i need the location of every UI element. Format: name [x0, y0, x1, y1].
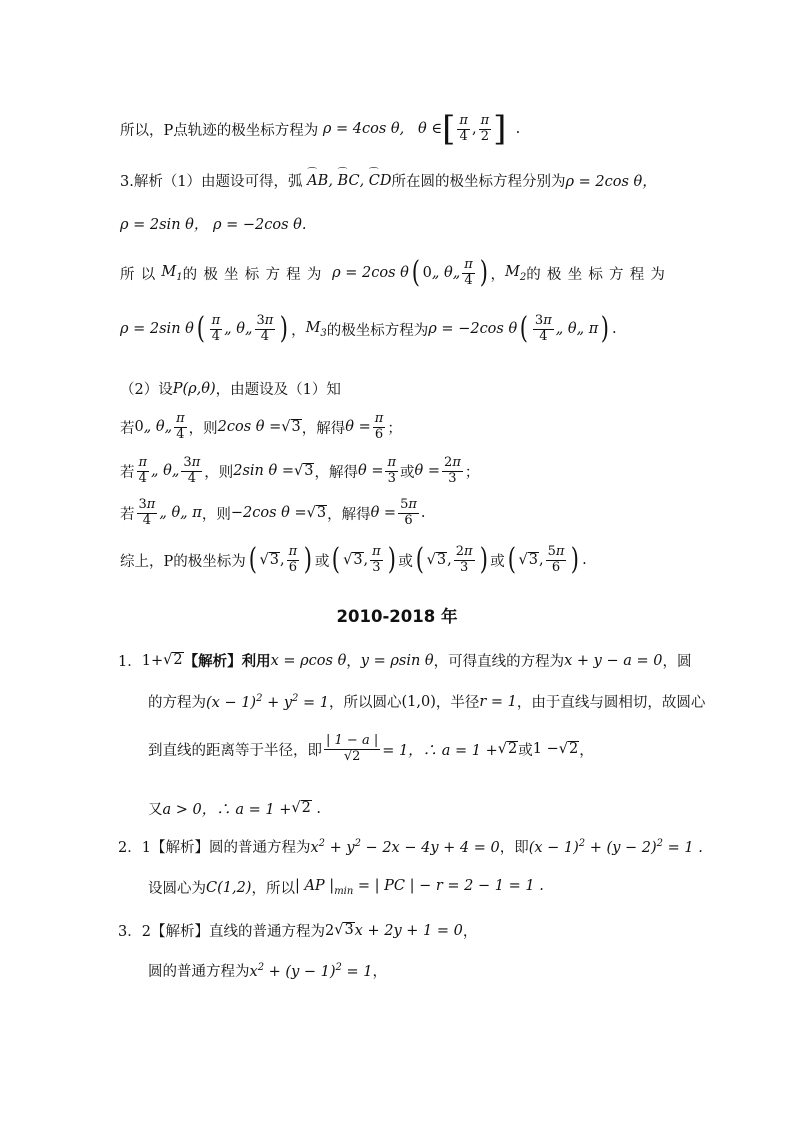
line-sol1	[118, 650, 691, 671]
line-case-2	[120, 456, 479, 487]
text: ，可得直线的方程为	[433, 654, 565, 670]
line-sol2	[118, 836, 703, 857]
text: 圆的普通方程为	[148, 964, 250, 980]
text: 2．1【解析】圆的普通方程为	[118, 840, 311, 856]
text: ，则	[201, 506, 231, 523]
paren: (	[196, 311, 205, 347]
formula: y = ρsin θ	[360, 652, 434, 669]
paren: (	[519, 311, 529, 347]
fraction: $\frac{\pi}{3}$	[372, 544, 381, 575]
sqrt: √ 2	[163, 652, 183, 669]
fraction: $\frac{5\pi}{6}$	[547, 544, 565, 575]
formula: „ θ„ π	[159, 505, 202, 522]
comma: ，	[372, 964, 387, 980]
paren: )	[571, 542, 580, 578]
text: 的方程为	[148, 695, 206, 711]
fraction: $\frac{2\pi}{3}$	[444, 455, 461, 486]
fraction: $\frac{\pi}{2}$	[480, 112, 490, 144]
fraction: $\frac{\pi}{4}$	[176, 411, 185, 442]
text: 1．	[118, 654, 142, 670]
line-sol1b	[148, 691, 705, 712]
line-solution-3	[120, 170, 657, 191]
text: 的极坐标方程为	[182, 266, 328, 283]
formula: θ =	[345, 419, 371, 436]
text: 【解析】利用	[183, 653, 271, 670]
paren: )	[479, 542, 488, 578]
line-sol1d	[148, 798, 321, 819]
fraction: $\frac{| 1 - a |}{√2}$	[326, 733, 379, 764]
formula: x = ρcos θ	[270, 652, 347, 669]
comma: ，	[490, 266, 505, 283]
formula: „ θ„	[224, 321, 253, 338]
fraction: $\frac{3\pi}{4}$	[138, 497, 156, 528]
sqrt: √ 3	[294, 462, 314, 479]
formula: ρ = 2cos θ	[327, 265, 409, 282]
formula: x + y − a = 0	[564, 652, 663, 669]
text: 若	[120, 420, 135, 437]
period: .	[420, 505, 426, 522]
fraction: $\frac{3\pi}{4}$	[534, 313, 552, 344]
formula: „ θ„	[151, 463, 180, 480]
fraction: $\frac{\pi}{6}$	[374, 411, 384, 442]
fraction: $\frac{\pi}{4}$	[464, 257, 473, 288]
comma: ，	[579, 742, 594, 759]
line-sol1c	[148, 734, 594, 765]
formula: 1 −	[532, 741, 559, 758]
formula: | AP $|_{min}$ = | PC | − r = 2 − 1 = 1 .	[294, 878, 544, 897]
formula: C(1,2)	[206, 879, 252, 896]
line-sol2b	[148, 877, 544, 898]
text: 的极坐标方程为	[526, 266, 672, 283]
line-sol3b	[148, 960, 387, 981]
text: 又	[148, 802, 163, 818]
text: 所以，P点轨迹的极坐标方程为	[120, 122, 319, 139]
fraction: $\frac{5\pi}{6}$	[400, 497, 417, 528]
formula: P(ρ,θ)	[172, 380, 216, 397]
text: 或	[490, 553, 505, 570]
paren: )	[479, 255, 488, 291]
text: 综上，P的极坐标为	[120, 553, 246, 570]
line-m1-m2	[120, 255, 672, 291]
sqrt: √ 2	[558, 740, 579, 757]
text: ，则	[188, 420, 218, 437]
formula: θ =	[357, 463, 384, 480]
comma: ，	[291, 322, 306, 339]
semicolon: ；	[464, 464, 480, 481]
line-case-1	[120, 412, 402, 443]
paren: (	[507, 542, 516, 578]
formula: 2	[324, 922, 335, 939]
formula: −2cos θ =	[230, 505, 307, 522]
text: 所在圆的极坐标方程分别为	[391, 174, 566, 190]
text: ，解得	[301, 420, 346, 437]
text: ，则	[204, 464, 234, 481]
fraction: $\frac{3\pi}{4}$	[256, 313, 274, 344]
sqrt: √ 2	[291, 800, 311, 817]
sqrt: √ 3	[281, 418, 301, 435]
text: 或	[398, 553, 413, 570]
m1: $M_1$	[161, 263, 183, 283]
paren: )	[387, 542, 396, 578]
formula: 0„ θ„	[422, 265, 461, 282]
text: 3.解析（1）由题设可得，弧	[120, 174, 303, 190]
text: ，即	[499, 840, 529, 856]
m2: $M_2$	[505, 263, 527, 283]
fraction: $\frac{2\pi}{3}$	[455, 544, 473, 575]
fraction: $\frac{\pi}{4}$	[459, 112, 468, 144]
line-case-3	[120, 498, 426, 529]
line-formulas	[120, 213, 307, 234]
text: 设圆心为	[148, 881, 206, 897]
paren: (	[248, 542, 257, 578]
formula: ρ = 2sin θ， ρ = −2cos θ.	[120, 217, 307, 233]
text: ，解得	[327, 506, 371, 523]
line-p-trajectory: 所以，P点轨迹的极坐标方程为 ρ = 4cos θ, θ ∈ [ $\frac{\pi}{4}$ , $\frac{\pi}{2}$ ] .	[120, 109, 521, 149]
text: ，由题设及（1）知	[215, 382, 341, 398]
formula: 2cos θ =	[217, 419, 282, 436]
sqrt: √ 3	[259, 551, 279, 568]
paren: (	[332, 542, 341, 578]
sqrt: √ 2	[497, 740, 518, 757]
sqrt: √ 3	[334, 922, 354, 939]
text: 或	[518, 742, 533, 759]
formula: = 1，∴ a = 1 +	[382, 742, 498, 759]
comma: ，	[462, 924, 478, 940]
formula: r = 1	[479, 693, 517, 710]
text: （2）设	[120, 382, 173, 398]
line-m3	[120, 311, 617, 347]
comma: ，	[346, 654, 361, 670]
formula: x + 2y + 1 = 0	[354, 922, 463, 939]
text: 若	[120, 464, 135, 481]
paren: )	[303, 542, 313, 578]
fraction: $\frac{\pi}{4}$	[138, 455, 148, 486]
sqrt: √ 3	[306, 504, 327, 521]
formula: „ θ„ π	[555, 321, 599, 338]
period: .	[506, 121, 521, 137]
m3: $M_3$	[305, 319, 327, 339]
text: 若	[120, 506, 135, 523]
fraction: $\frac{3\pi}{4}$	[183, 455, 201, 486]
paren: )	[601, 311, 610, 347]
text: ，解得	[314, 464, 358, 481]
formula: ρ = 4cos θ, θ ∈	[318, 121, 443, 137]
text: 所以	[120, 266, 162, 283]
bracket: [	[442, 109, 456, 149]
line-conclusion: 综上，P的极坐标为 ( √ 3 , $\frac{\pi}{6}$ ) 或 ( √ 3 , $\frac{\pi}{3}$ ) 或 ( √ 3 , $\frac{2\pi}{3}$ ) 或 ( √ 3 , $\frac{5\pi}{6}$ ) .	[120, 542, 587, 578]
line-sol3	[118, 920, 477, 941]
semicolon: ；	[387, 420, 402, 437]
paren: (	[415, 542, 424, 578]
text: ，所以	[251, 881, 295, 897]
text: ，由于直线与圆相切，故圆心	[516, 695, 706, 711]
formula: (1,0)	[401, 693, 436, 710]
formula: 2sin θ =	[233, 463, 294, 480]
period: .	[582, 552, 587, 569]
bracket: ]	[493, 109, 507, 149]
formula: θ =	[414, 463, 441, 480]
period: .	[311, 800, 322, 817]
text: 或	[314, 553, 330, 570]
text: 或	[400, 464, 415, 481]
text: 到直线的距离等于半径，即	[148, 742, 322, 759]
sqrt: √ 3	[343, 551, 363, 568]
sqrt: √ 3	[426, 551, 447, 568]
formula: $x^2 + y^2 - 2x - 4y + 4 = 0$	[310, 837, 500, 856]
text: ，圆	[662, 654, 692, 670]
fraction: $\frac{\pi}{4}$	[211, 313, 221, 344]
formula: ρ = 2sin θ	[120, 321, 194, 338]
line-part-2	[120, 378, 341, 399]
text: ，所以圆心	[329, 695, 402, 711]
section-heading: 2010-2018 年	[336, 607, 458, 626]
formula: a > 0，∴ a = 1 +	[162, 802, 292, 818]
text: ，半径	[435, 695, 480, 711]
fraction: $\frac{\pi}{3}$	[387, 455, 397, 486]
formula: 0„ θ„	[134, 419, 173, 436]
formula: ρ = −2cos θ	[428, 321, 518, 338]
sqrt: √ 3	[518, 551, 538, 568]
fraction: $\frac{\pi}{6}$	[288, 544, 298, 575]
formula: $(x - 1)^2 + (y - 2)^2 = 1$ .	[528, 837, 703, 856]
formula: 1+	[141, 652, 164, 669]
formula: $(x - 1)^2 + y^2 = 1$	[206, 692, 329, 711]
paren: )	[280, 311, 289, 347]
text: 的极坐标方程为	[326, 322, 429, 339]
text: 3．2【解析】直线的普通方程为	[118, 924, 325, 940]
paren: (	[411, 255, 420, 291]
formula: θ =	[370, 505, 397, 522]
arcs: ⌒ AB, ⌒ BC, ⌒ CD	[303, 173, 392, 189]
period: .	[611, 321, 617, 338]
formula: $x^2 + (y - 1)^2 = 1$	[249, 961, 373, 980]
formula: ρ = 2cos θ，	[565, 174, 657, 190]
